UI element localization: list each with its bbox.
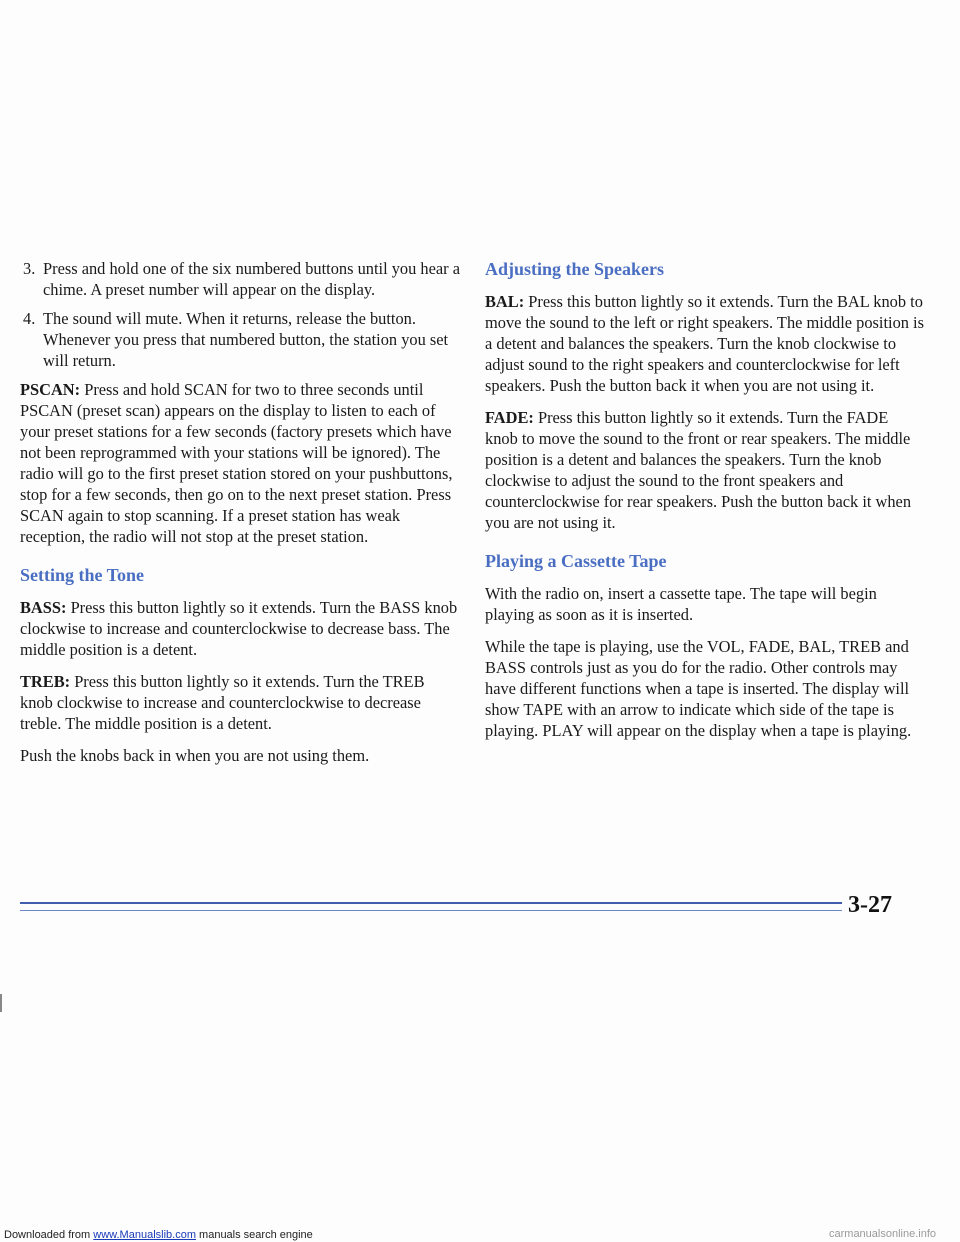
pscan-paragraph (20, 379, 460, 547)
treb-text: Press this button lightly so it extends. Turn the TREB knob clockwise to increase and counterclockwise to decrease treble. The middle position is a detent. (20, 672, 425, 733)
push-knobs-paragraph: Push the knobs back in when you are not using them. (20, 746, 370, 765)
right-column (485, 258, 925, 752)
fade-term: FADE: (485, 408, 534, 427)
bass-paragraph (20, 597, 460, 660)
treb-paragraph (20, 671, 460, 734)
page-number: 3-27 (848, 892, 892, 918)
bal-paragraph (485, 291, 925, 396)
pscan-term: PSCAN: (20, 380, 81, 399)
watermark-text: carmanualsonline.info (829, 1228, 937, 1240)
list-item-3 (20, 258, 460, 300)
page-edge-mark (0, 994, 2, 1012)
setting-tone-heading: Setting the Tone (20, 565, 145, 585)
list-text: Press and hold one of the six numbered buttons until you hear a chime. A preset number will appear on the display. (43, 259, 460, 299)
divider-thin (20, 910, 842, 911)
download-footer (4, 1229, 313, 1241)
list-number: 4. (23, 309, 36, 328)
bass-term: BASS: (20, 598, 67, 617)
bass-text: Press this button lightly so it extends. Turn the BASS knob clockwise to increase and counterclockwise to decrease bass. The middle position is a detent. (20, 598, 458, 659)
bal-term: BAL: (485, 292, 525, 311)
left-column (20, 258, 460, 777)
treb-term: TREB: (20, 672, 71, 691)
adjusting-speakers-heading: Adjusting the Speakers (485, 259, 665, 279)
fade-paragraph (485, 407, 925, 533)
fade-text: Press this button lightly so it extends. Turn the FADE knob to move the sound to the front or rear speakers. The middle position is a detent and balances the speakers. Turn the knob clockwise to adjust the sound to the front speakers and counterclockwise for rear speakers. Push the button back it when you are not using it. (485, 408, 912, 532)
list-item-4 (20, 308, 460, 371)
bal-text: Press this button lightly so it extends. Turn the BAL knob to move the sound to the left or right speakers. The middle position is a detent and balances the speakers. Turn the knob clockwise to adjust sound to the right speakers and counterclockwise for left speakers. Push the button back it when you are not using it. (485, 292, 924, 395)
divider-thick (20, 902, 842, 904)
footer-prefix: Downloaded from (4, 1229, 94, 1241)
manualslib-link[interactable]: www.Manualslib.com (93, 1229, 196, 1241)
list-text: The sound will mute. When it returns, release the button. Whenever you press that numbered button, the station you set will return. (43, 309, 449, 370)
footer-suffix: manuals search engine (195, 1229, 313, 1241)
cassette-paragraph-1: With the radio on, insert a cassette tape. The tape will begin playing as soon as it is inserted. (485, 584, 877, 624)
playing-cassette-heading: Playing a Cassette Tape (485, 551, 667, 571)
list-number: 3. (23, 259, 36, 278)
cassette-paragraph-2: While the tape is playing, use the VOL, FADE, BAL, TREB and BASS controls just as you do for the radio. Other controls may have different functions when a tape is inserted. The display will show TAPE with an arrow to indicate which side of the tape is playing. PLAY will appear on the display when a tape is playing. (485, 637, 912, 740)
page-footer-rule (0, 890, 960, 950)
pscan-text: Press and hold SCAN for two to three seconds until PSCAN (preset scan) appears on the display to listen to each of your preset stations for a few seconds (factory presets which have not been reprogrammed with your stations will be ignored). The radio will go to the first preset station stored on your pushbuttons, stop for a few seconds, then go on to the next preset station. Press SCAN again to stop scanning. If a preset station has weak reception, the radio will not stop at the preset station. (20, 380, 453, 546)
